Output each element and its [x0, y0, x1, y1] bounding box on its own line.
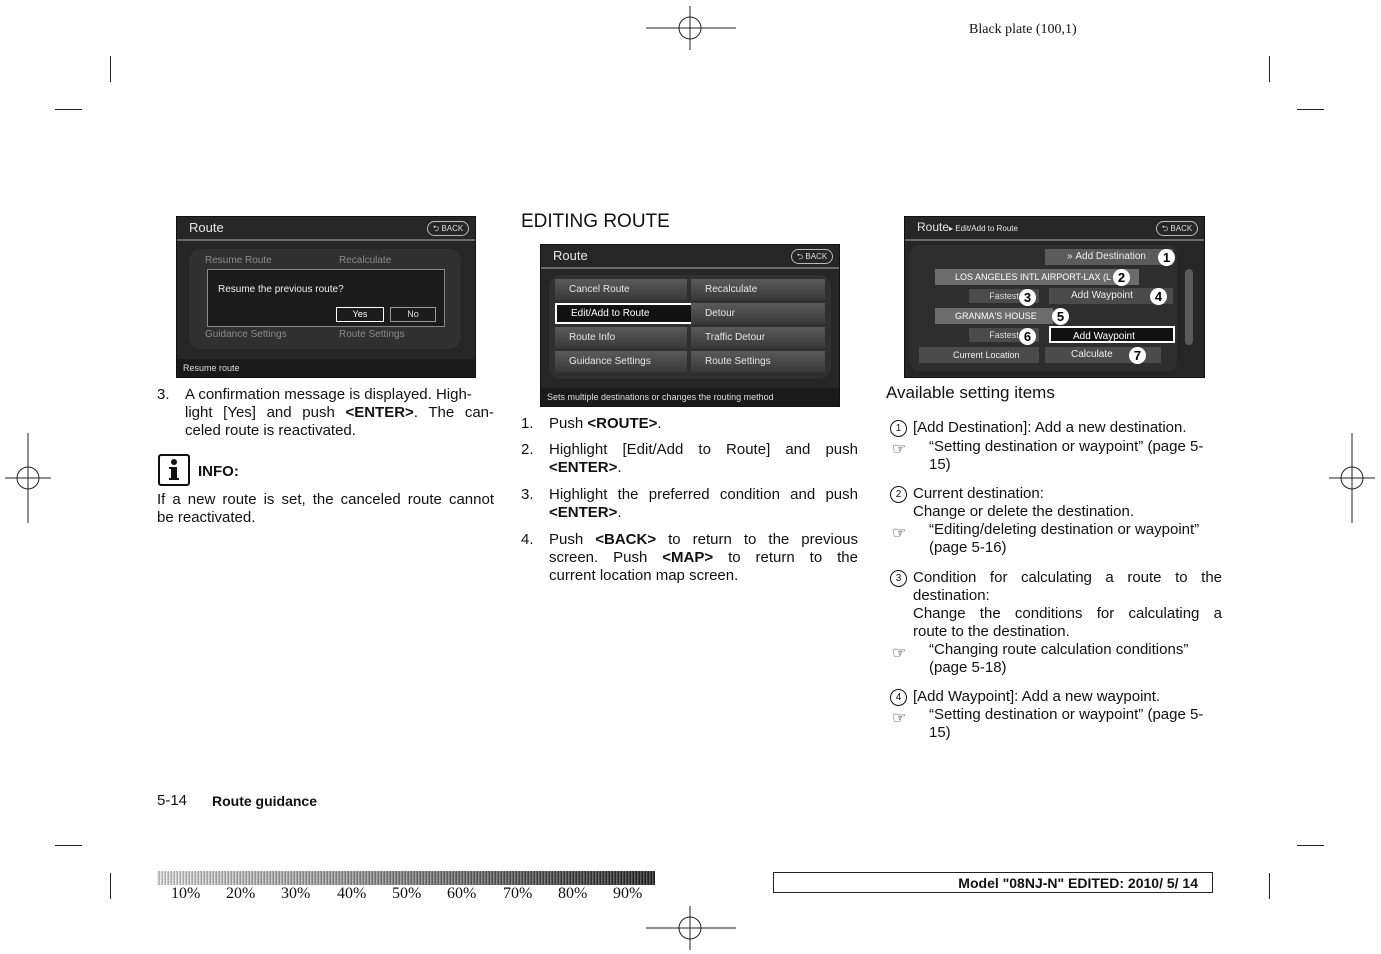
- current-location[interactable]: Current Location: [919, 347, 1039, 363]
- percent-label: 80%: [558, 885, 588, 902]
- back-button[interactable]: ⮌ BACK: [427, 221, 469, 236]
- crop-mark: [1269, 873, 1270, 899]
- registration-mark-left: [5, 433, 51, 523]
- item-4-reference: “Setting destination or waypoint” (page 5- 15): [929, 706, 1204, 741]
- menu-detour[interactable]: Detour: [691, 303, 825, 324]
- status-bar: Sets multiple destinations or changes the routing method: [541, 388, 839, 406]
- menu-item: Recalculate: [339, 255, 392, 266]
- menu-traffic-detour[interactable]: Traffic Detour: [691, 327, 825, 348]
- step-number: 1.: [521, 415, 534, 432]
- plate-label: Black plate (100,1): [969, 22, 1077, 37]
- step-number: 4.: [521, 531, 534, 548]
- marker-6: 6: [1019, 328, 1036, 345]
- step-number: 3.: [157, 386, 170, 403]
- info-title: INFO:: [198, 463, 239, 480]
- info-text: If a new route is set, the canceled route cannot be reactivated.: [157, 491, 494, 526]
- marker-1: 1: [1158, 249, 1175, 266]
- item-3-reference: “Changing route calculation conditions” (page 5-18): [929, 641, 1189, 676]
- percent-label: 10%: [171, 885, 201, 902]
- step-3-text: Highlight the preferred condition and push <ENTER>.: [549, 486, 858, 521]
- dialog-text: Resume the previous route?: [218, 284, 344, 295]
- item-2-reference: “Editing/deleting destination or waypoint” (page 5-16): [929, 521, 1200, 556]
- screen-title: Route▸ Edit/Add to Route: [917, 220, 1018, 234]
- item-1-reference: “Setting destination or waypoint” (page 5- 15): [929, 438, 1204, 473]
- marker-4: 4: [1150, 288, 1167, 305]
- route-menu-screen: [540, 244, 840, 407]
- crop-mark: [1297, 109, 1324, 110]
- yes-button[interactable]: Yes: [336, 307, 384, 322]
- waypoint-granmas-house[interactable]: GRANMA'S HOUSE: [935, 308, 1053, 324]
- step-4-text: Push <BACK> to return to the previous screen. Push <MAP> to return to the current location map screen.: [549, 531, 859, 584]
- marker-7: 7: [1129, 347, 1146, 364]
- section-name: Route guidance: [212, 793, 318, 809]
- item-2-text: Current destination: Change or delete the destination.: [913, 485, 1134, 520]
- crop-mark: [1297, 845, 1324, 846]
- resume-route-screen: [176, 216, 476, 378]
- registration-mark-top: [646, 6, 736, 50]
- status-bar: Resume route: [177, 359, 475, 377]
- scrollbar[interactable]: [1185, 269, 1193, 345]
- pointing-hand-icon: ☞: [892, 525, 907, 542]
- menu-edit-add-to-route[interactable]: Edit/Add to Route: [555, 303, 695, 324]
- item-number-circle: 2: [890, 486, 907, 503]
- item-3-text: Condition for calculating a route to the destination: Change the conditions for calculating a route to the destination.: [913, 569, 1222, 640]
- crop-mark: [55, 845, 82, 846]
- pointing-hand-icon: ☞: [892, 645, 907, 662]
- crop-mark: [110, 873, 111, 899]
- pointing-hand-icon: ☞: [892, 441, 907, 458]
- add-destination-button[interactable]: » Add Destination: [1045, 249, 1173, 265]
- menu-cancel-route[interactable]: Cancel Route: [555, 279, 687, 300]
- item-number-circle: 3: [890, 570, 907, 587]
- percent-label: 40%: [337, 885, 367, 902]
- marker-2: 2: [1113, 269, 1130, 286]
- calculate-button[interactable]: Calculate: [1045, 347, 1161, 363]
- percent-label: 30%: [281, 885, 311, 902]
- pointing-hand-icon: ☞: [892, 710, 907, 727]
- menu-item: Route Settings: [339, 329, 405, 340]
- info-icon: [158, 454, 190, 486]
- percent-label: 60%: [447, 885, 477, 902]
- no-button[interactable]: No: [390, 307, 436, 322]
- edit-add-route-screen: [904, 216, 1205, 378]
- back-button[interactable]: ⮌ BACK: [791, 249, 833, 264]
- editing-route-heading: EDITING ROUTE: [521, 211, 670, 232]
- registration-mark-right: [1329, 433, 1375, 523]
- item-1-text: [Add Destination]: Add a new destination.: [913, 419, 1187, 436]
- marker-5: 5: [1052, 308, 1069, 325]
- screen-title: Route: [553, 248, 588, 263]
- percent-label: 50%: [392, 885, 422, 902]
- add-waypoint-button-1[interactable]: Add Waypoint: [1049, 288, 1173, 304]
- model-edited-box: Model "08NJ-N" EDITED: 2010/ 5/ 14: [773, 872, 1213, 893]
- crop-mark: [55, 109, 82, 110]
- confirm-dialog: [207, 269, 445, 327]
- crop-mark: [110, 56, 111, 82]
- percent-label: 20%: [226, 885, 256, 902]
- step-number: 3.: [521, 486, 534, 503]
- registration-mark-bottom: [646, 906, 736, 950]
- percent-label: 90%: [613, 885, 643, 902]
- menu-guidance-settings[interactable]: Guidance Settings: [555, 351, 687, 372]
- menu-item: Resume Route: [205, 255, 272, 266]
- percent-label: 70%: [503, 885, 533, 902]
- item-number-circle: 1: [890, 420, 907, 437]
- menu-route-settings[interactable]: Route Settings: [691, 351, 825, 372]
- step-number: 2.: [521, 441, 534, 458]
- gray-scale-bar: [157, 871, 655, 885]
- marker-3: 3: [1019, 289, 1036, 306]
- crop-mark: [1269, 56, 1270, 82]
- fastest-condition-1[interactable]: Fastest: [969, 289, 1039, 303]
- fastest-condition-2[interactable]: Fastest: [969, 328, 1039, 342]
- step-2-text: Highlight [Edit/Add to Route] and push <ENTER>.: [549, 441, 858, 476]
- item-number-circle: 4: [890, 689, 907, 706]
- add-waypoint-button-2[interactable]: Add Waypoint: [1049, 326, 1175, 343]
- back-button[interactable]: ⮌ BACK: [1156, 221, 1198, 236]
- current-destination[interactable]: LOS ANGELES INTL AIRPORT-LAX (L: [935, 269, 1139, 285]
- menu-recalculate[interactable]: Recalculate: [691, 279, 825, 300]
- menu-item: Guidance Settings: [205, 329, 287, 340]
- menu-route-info[interactable]: Route Info: [555, 327, 687, 348]
- screen-title: Route: [189, 220, 224, 235]
- available-items-heading: Available setting items: [886, 383, 1055, 402]
- item-4-text: [Add Waypoint]: Add a new waypoint.: [913, 688, 1161, 705]
- step-3-text: A confirmation message is displayed. High- light [Yes] and push <ENTER>. The can- celed route is reactivated.: [185, 386, 494, 439]
- page-number: 5-14: [157, 792, 188, 809]
- step-1-text: Push <ROUTE>.: [549, 415, 662, 432]
